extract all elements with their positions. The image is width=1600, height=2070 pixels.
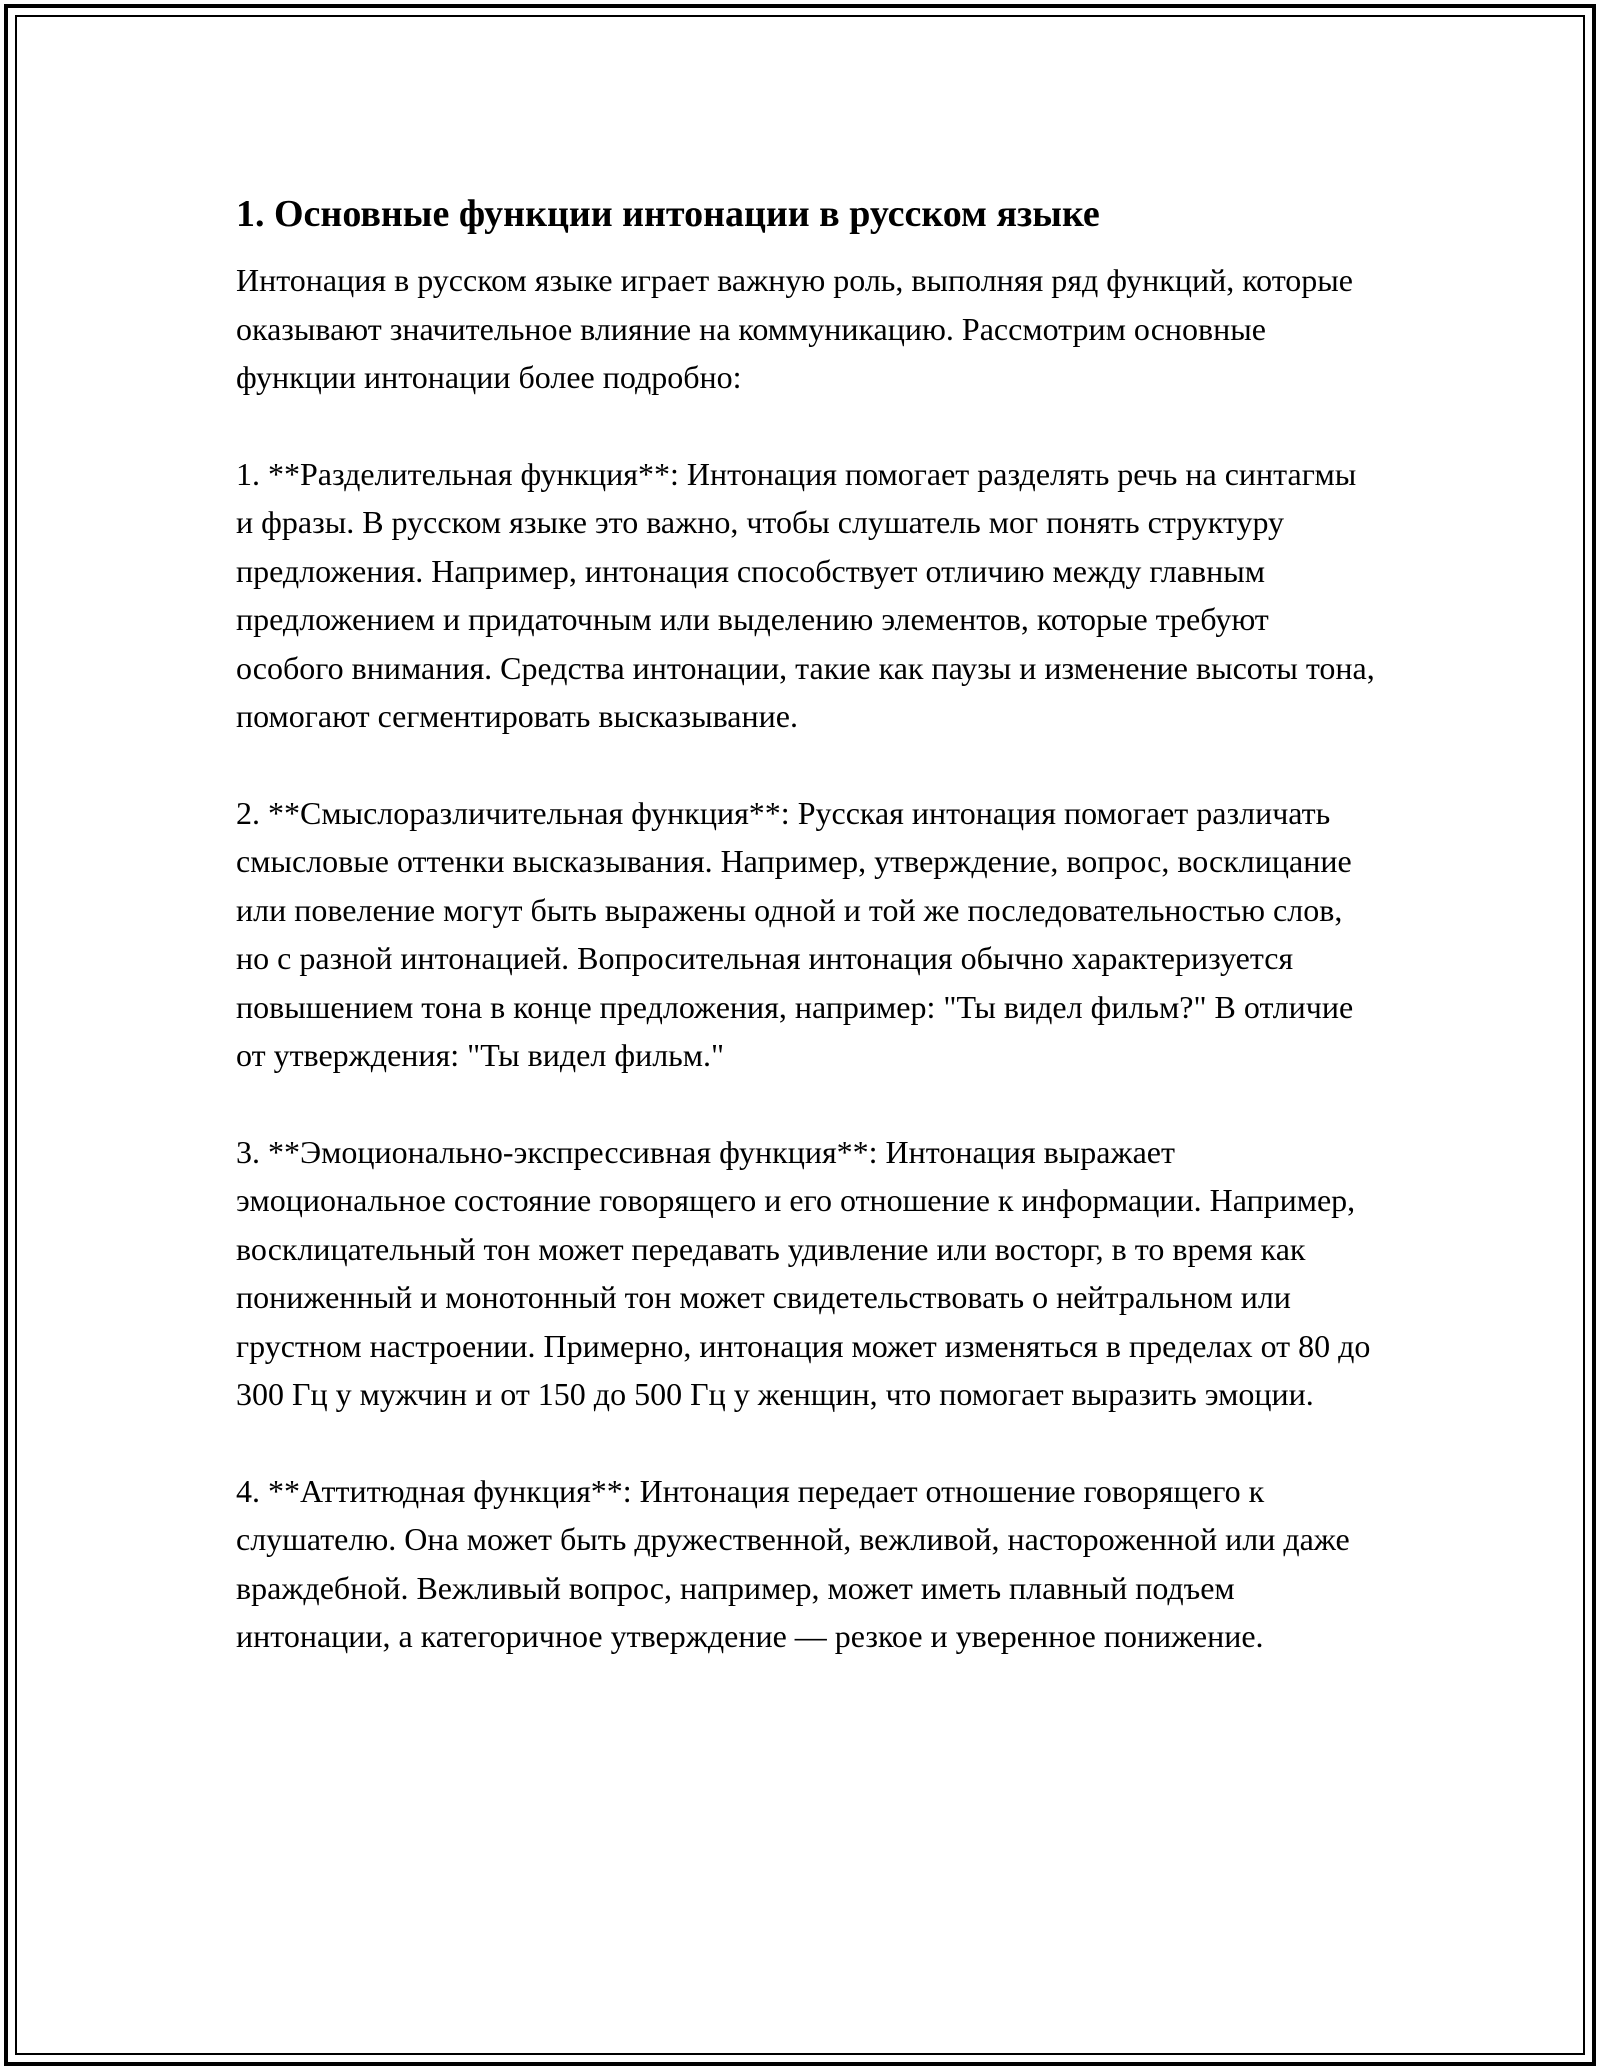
function-item-2: 2. **Смыслоразличительная функция**: Русская интонация помогает различать смысловые оттенки высказывания. Например, утверждение, вопрос, восклицание или повеление могут быть выражены одной и той же последовательностью слов, но с разной интонацией. Вопросительная интонация обычно характеризуется повышением тона в конце предложения, например: "Ты видел фильм?" В отличие от утверждения: "Ты видел фильм." (236, 794, 1354, 1073)
function-item-4: 4. **Аттитюдная функция**: Интонация передает отношение говорящего к слушателю. Она может быть дружественной, вежливой, настороженной или даже враждебной. Вежливый вопрос, например, может иметь плавный подъем интонации, а категоричное утверждение — резкое и уверенное понижение. (236, 1472, 1350, 1654)
function-item-3: 3. **Эмоционально-экспрессивная функция**: Интонация выражает эмоциональное состояние говорящего и его отношение к информации. Например, восклицательный тон может передавать удивление или восторг, в то время как пониженный и монотонный тон может свидетельствовать о нейтральном или грустном настроении. Примерно, интонация может изменяться в пределах от 80 до 300 Гц у мужчин и от 150 до 500 Гц у женщин, что помогает выразить эмоции. (236, 1133, 1371, 1412)
document-body (236, 186, 1376, 1661)
intro-paragraph: Интонация в русском языке играет важную роль, выполняя ряд функций, которые оказывают значительное влияние на коммуникацию. Рассмотрим основные функции интонации более подробно: (236, 262, 1353, 395)
document-title: 1. Основные функции интонации в русском языке (236, 193, 1100, 235)
function-item-1: 1. **Разделительная функция**: Интонация помогает разделять речь на синтагмы и фразы. В русском языке это важно, чтобы слушатель мог понять структуру предложения. Например, интонация способствует отличию между главным предложением и придаточным или выделению элементов, которые требуют особого внимания. Средства интонации, такие как паузы и изменение высоты тона, помогают сегментировать высказывание. (236, 455, 1375, 734)
